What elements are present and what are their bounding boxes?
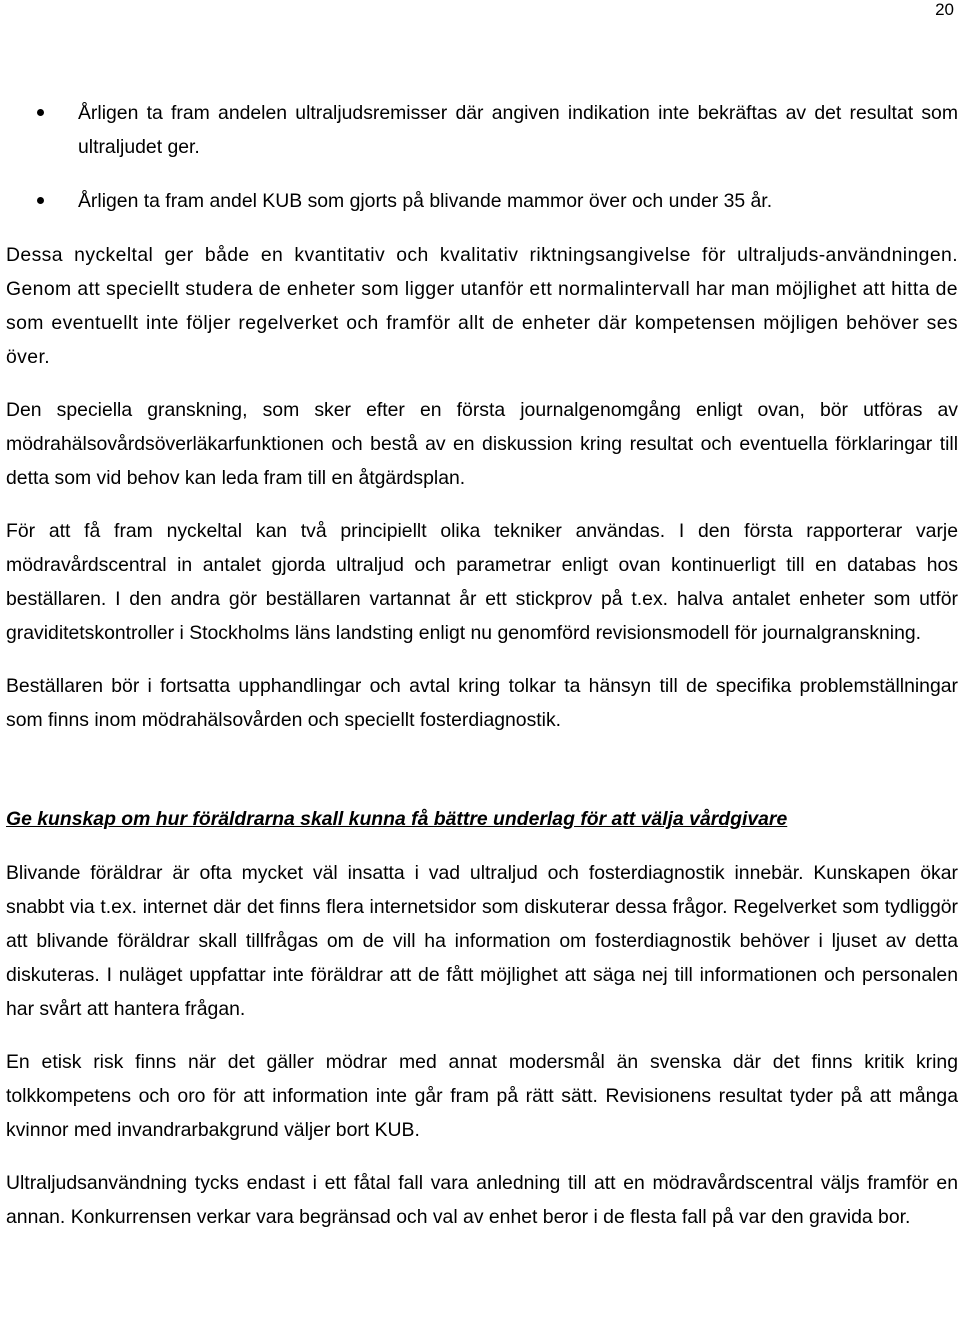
document-body xyxy=(6,96,958,1253)
section-heading: Ge kunskap om hur föräldrarna skall kunna få bättre underlag för att välja vårdgivare xyxy=(6,808,788,830)
bullet-icon xyxy=(37,109,44,116)
paragraph-key-metrics: Dessa nyckeltal ger både en kvantitativ och kvalitativ riktningsangivelse för ultraljuds-användningen. Genom att speciellt studera de enheter som ligger utanför ett normalintervall har man möjlighet att hitta de som eventuellt inte följer regelverket och framför allt de enheter där kompetensen möjligen behöver ses över. xyxy=(6,244,958,368)
bullet-text: Årligen ta fram andelen ultraljudsremisser där angiven indikation inte bekräftas av det resultat som ultraljudet ger. xyxy=(78,102,958,158)
paragraph-special-review: Den speciella granskning, som sker efter en första journalgenomgång enligt ovan, bör utföras av mödrahälsovårdsöverläkarfunktionen och bestå av en diskussion kring resultat och eventuella förklaringar till detta som vid behov kan leda fram till en åtgärdsplan. xyxy=(6,399,958,489)
paragraph-choice-of-clinic: Ultraljudsanvändning tycks endast i ett fåtal fall vara anledning till att en mödravårdscentral väljs framför en annan. Konkurrensen verkar vara begränsad och val av enhet beror i de flesta fall på var den gravida bor. xyxy=(6,1172,958,1228)
bullet-text: Årligen ta fram andel KUB som gjorts på blivande mammor över och under 35 år. xyxy=(78,190,773,212)
list-item xyxy=(6,184,958,218)
bullet-list xyxy=(6,96,958,218)
paragraph-ethical-risk: En etisk risk finns när det gäller mödrar med annat modersmål än svenska där det finns kritik kring tolkkompetens och oro för att information inte går fram på rätt sätt. Revisionens resultat tyder på att många kvinnor med invandrarbakgrund väljer bort KUB. xyxy=(6,1051,958,1141)
paragraph-interpreters: Beställaren bör i fortsatta upphandlingar och avtal kring tolkar ta hänsyn till de specifika problemställningar som finns inom mödrahälsovården och speciellt fosterdiagnostik. xyxy=(6,675,958,731)
list-item xyxy=(6,96,958,164)
page-number: 20 xyxy=(935,0,954,19)
paragraph-techniques: För att få fram nyckeltal kan två principiellt olika tekniker användas. I den första rapporterar varje mödravårdscentral in antalet gjorda ultraljud och parametrar enligt ovan kontinuerligt till en databas hos beställaren. I den andra gör beställaren vartannat år ett stickprov på t.ex. halva antalet enheter som utför graviditetskontroller i Stockholms läns landsting enligt nu genomförd revisionsmodell för journalgranskning. xyxy=(6,520,958,644)
bullet-icon xyxy=(37,197,44,204)
paragraph-parents-knowledge: Blivande föräldrar är ofta mycket väl insatta i vad ultraljud och fosterdiagnostik innebär. Kunskapen ökar snabbt via t.ex. internet där det finns flera internetsidor som diskuterar dessa frågor. Regelverket som tydliggör att blivande föräldrar skall tillfrågas om de vill ha information om fosterdiagnostik behöver i ljuset av detta diskuteras. I nuläget uppfattar inte föräldrar att de fått möjlighet att säga nej till informationen och personalen har svårt att hantera frågan. xyxy=(6,862,958,1020)
